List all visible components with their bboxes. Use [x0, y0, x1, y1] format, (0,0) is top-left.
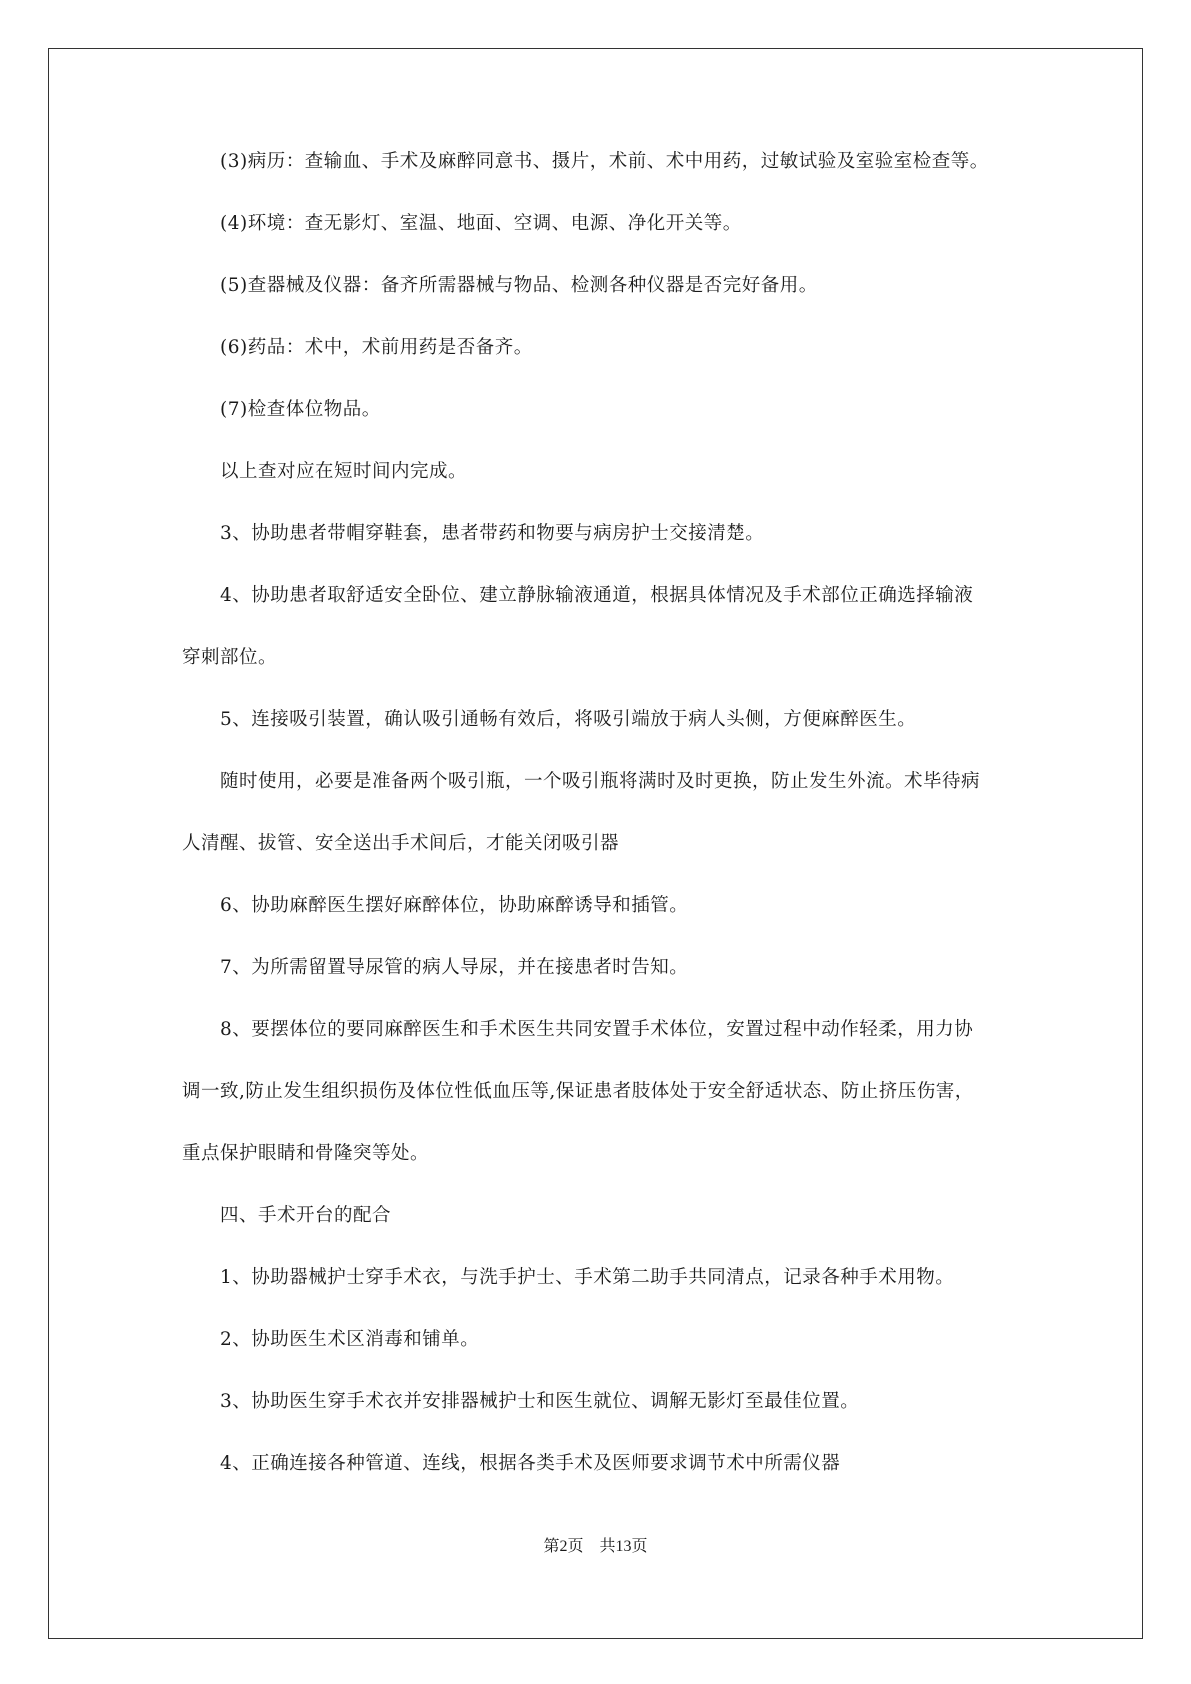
- paragraph-line: 3、协助患者带帽穿鞋套，患者带药和物要与病房护士交接清楚。: [220, 523, 765, 544]
- paragraph-line: (7)检查体位物品。: [220, 399, 381, 420]
- paragraph-line: 1、协助器械护士穿手术衣，与洗手护士、手术第二助手共同清点，记录各种手术用物。: [220, 1267, 955, 1288]
- paragraph-line: 4、正确连接各种管道、连线，根据各类手术及医师要求调节术中所需仪器: [220, 1453, 841, 1474]
- paragraph-line: 重点保护眼睛和骨隆突等处。: [182, 1143, 430, 1164]
- section-heading: 四、手术开台的配合: [220, 1205, 392, 1226]
- paragraph-line: 人清醒、拔管、安全送出手术间后，才能关闭吸引器: [182, 833, 620, 854]
- paragraph-line: (3)病历：查输血、手术及麻醉同意书、摄片，术前、术中用药，过敏试验及室验室检查等。: [220, 151, 989, 172]
- paragraph-line: 3、协助医生穿手术衣并安排器械护士和医生就位、调解无影灯至最佳位置。: [220, 1391, 860, 1412]
- paragraph-line: 以上查对应在短时间内完成。: [220, 461, 468, 482]
- paragraph-line: 4、协助患者取舒适安全卧位、建立静脉输液通道，根据具体情况及手术部位正确选择输液: [220, 585, 974, 606]
- page-number: 第2页 共13页: [543, 1538, 648, 1555]
- paragraph-line: (6)药品：术中，术前用药是否备齐。: [220, 337, 533, 358]
- paragraph-line: 2、协助医生术区消毒和铺单。: [220, 1329, 480, 1350]
- paragraph-line: 7、为所需留置导尿管的病人导尿，并在接患者时告知。: [220, 957, 689, 978]
- paragraph-line: 穿刺部位。: [182, 647, 278, 668]
- paragraph-line: (5)查器械及仪器：备齐所需器械与物品、检测各种仪器是否完好备用。: [220, 275, 818, 296]
- paragraph-line: 8、要摆体位的要同麻醉医生和手术医生共同安置手术体位，安置过程中动作轻柔，用力协: [220, 1019, 974, 1040]
- paragraph-line: 5、连接吸引装置，确认吸引通畅有效后，将吸引端放于病人头侧，方便麻醉医生。: [220, 709, 917, 730]
- paragraph-line: 调一致,防止发生组织损伤及体位性低血压等,保证患者肢体处于安全舒适状态、防止挤压伤害，: [182, 1081, 974, 1102]
- paragraph-line: (4)环境：查无影灯、室温、地面、空调、电源、净化开关等。: [220, 213, 742, 234]
- paragraph-line: 随时使用，必要是准备两个吸引瓶，一个吸引瓶将满时及时更换，防止发生外流。术毕待病: [220, 771, 981, 792]
- paragraph-line: 6、协助麻醉医生摆好麻醉体位，协助麻醉诱导和插管。: [220, 895, 689, 916]
